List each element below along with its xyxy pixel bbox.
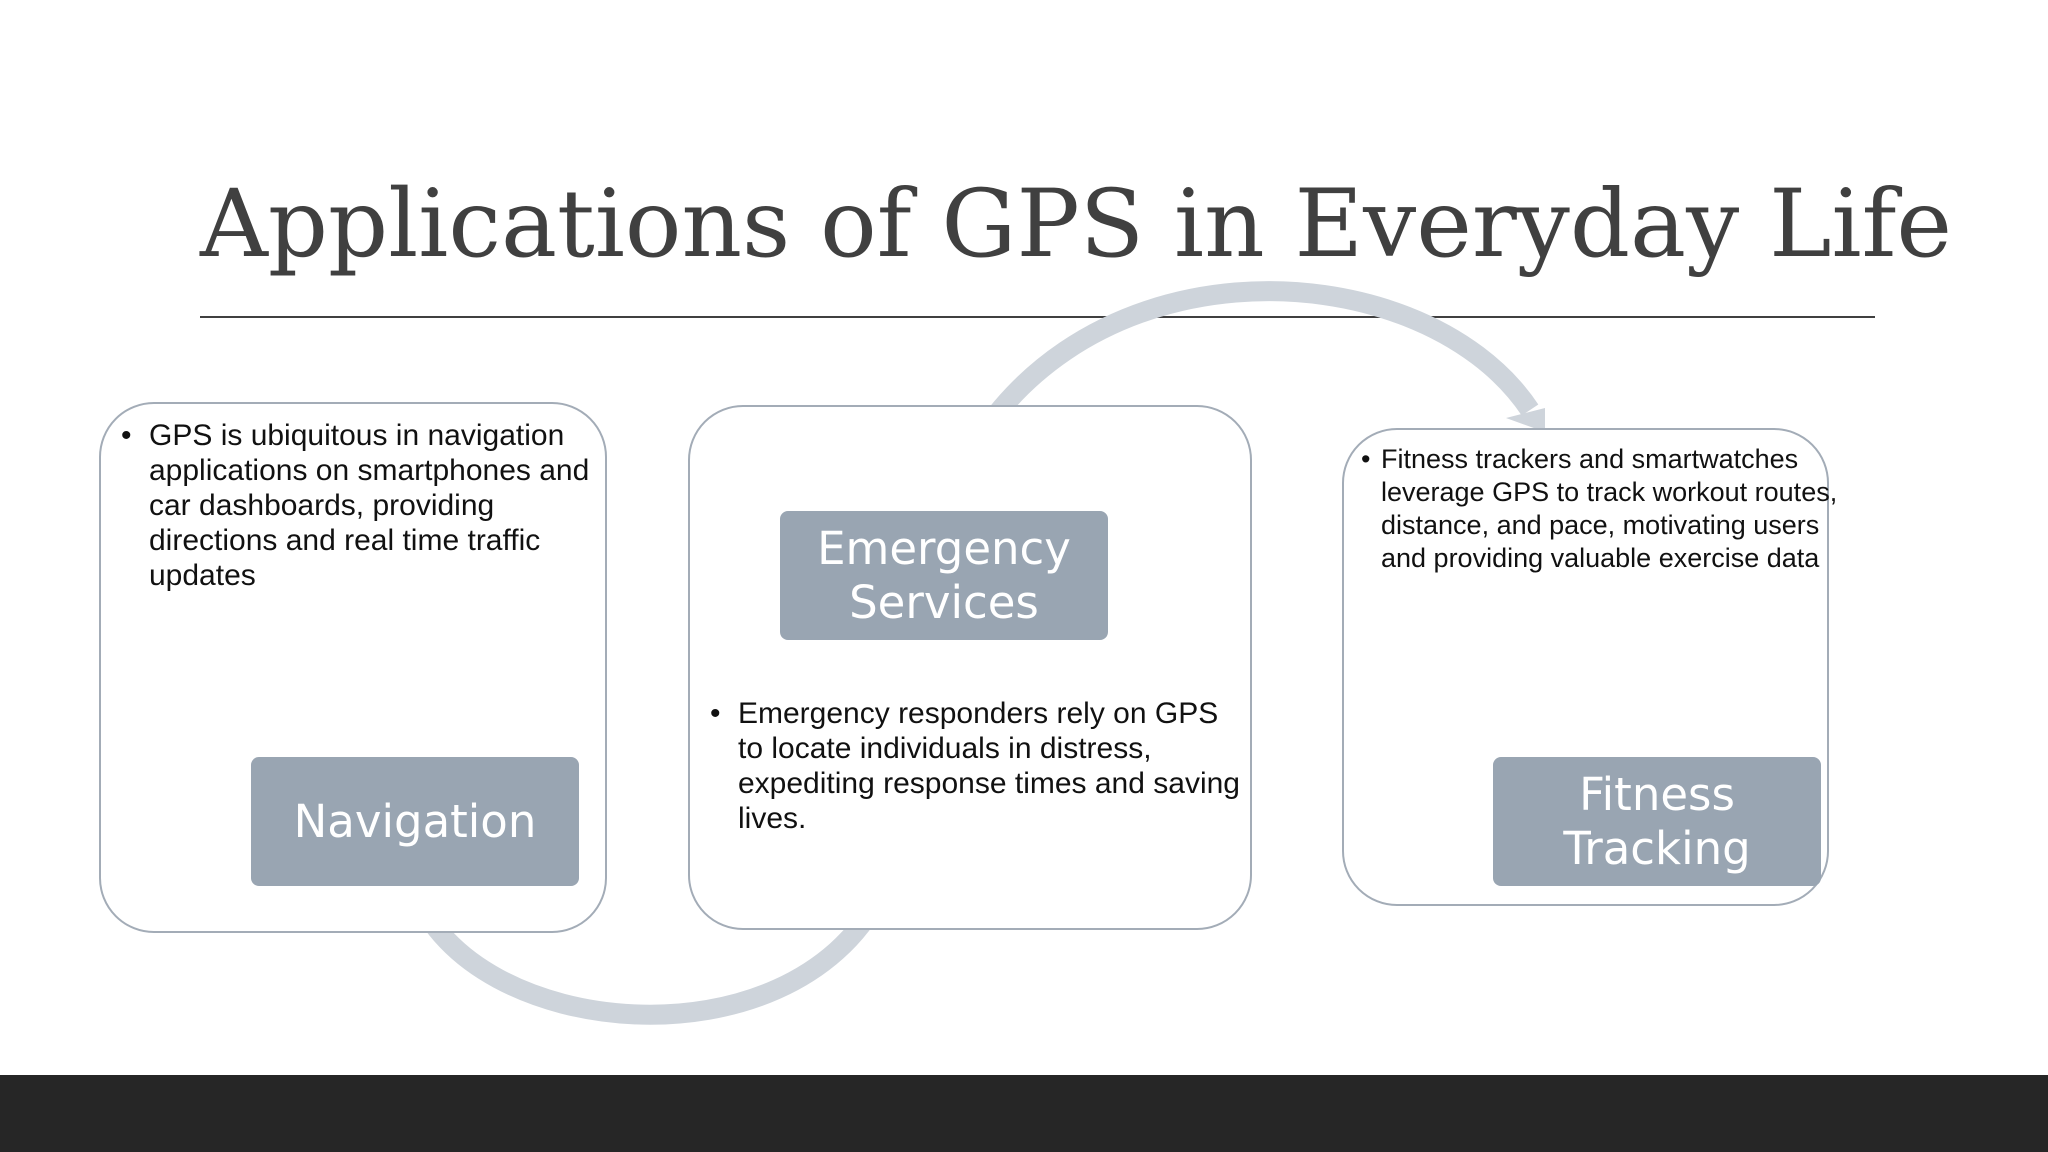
emergency-services-label: Emergency Services <box>780 511 1108 640</box>
fitness-tracking-bullet <box>1361 443 1851 575</box>
emergency-services-bullet-text: Emergency responders rely on GPS to locate individuals in distress, expediting response times and saving lives. <box>738 697 1240 835</box>
footer-bar <box>0 1075 2048 1152</box>
navigation-bullet-text: GPS is ubiquitous in navigation applications on smartphones and car dashboards, providing directions and real time traffic updates <box>149 419 590 592</box>
bullet-marker: • <box>710 697 721 730</box>
emergency-services-card <box>688 405 1252 930</box>
bullet-marker: • <box>1361 444 1371 474</box>
navigation-bullet <box>121 418 619 593</box>
fitness-tracking-bullet-text: Fitness trackers and smartwatches leverage GPS to track workout routes, distance, and pace, motivating users and providing valuable exercise data <box>1381 444 1838 573</box>
navigation-label: Navigation <box>251 757 579 886</box>
emergency-services-bullet <box>710 696 1248 836</box>
fitness-tracking-label: Fitness Tracking <box>1493 757 1821 886</box>
slide-title: Applications of GPS in Everyday Life <box>200 170 1952 279</box>
bullet-marker: • <box>121 419 132 452</box>
